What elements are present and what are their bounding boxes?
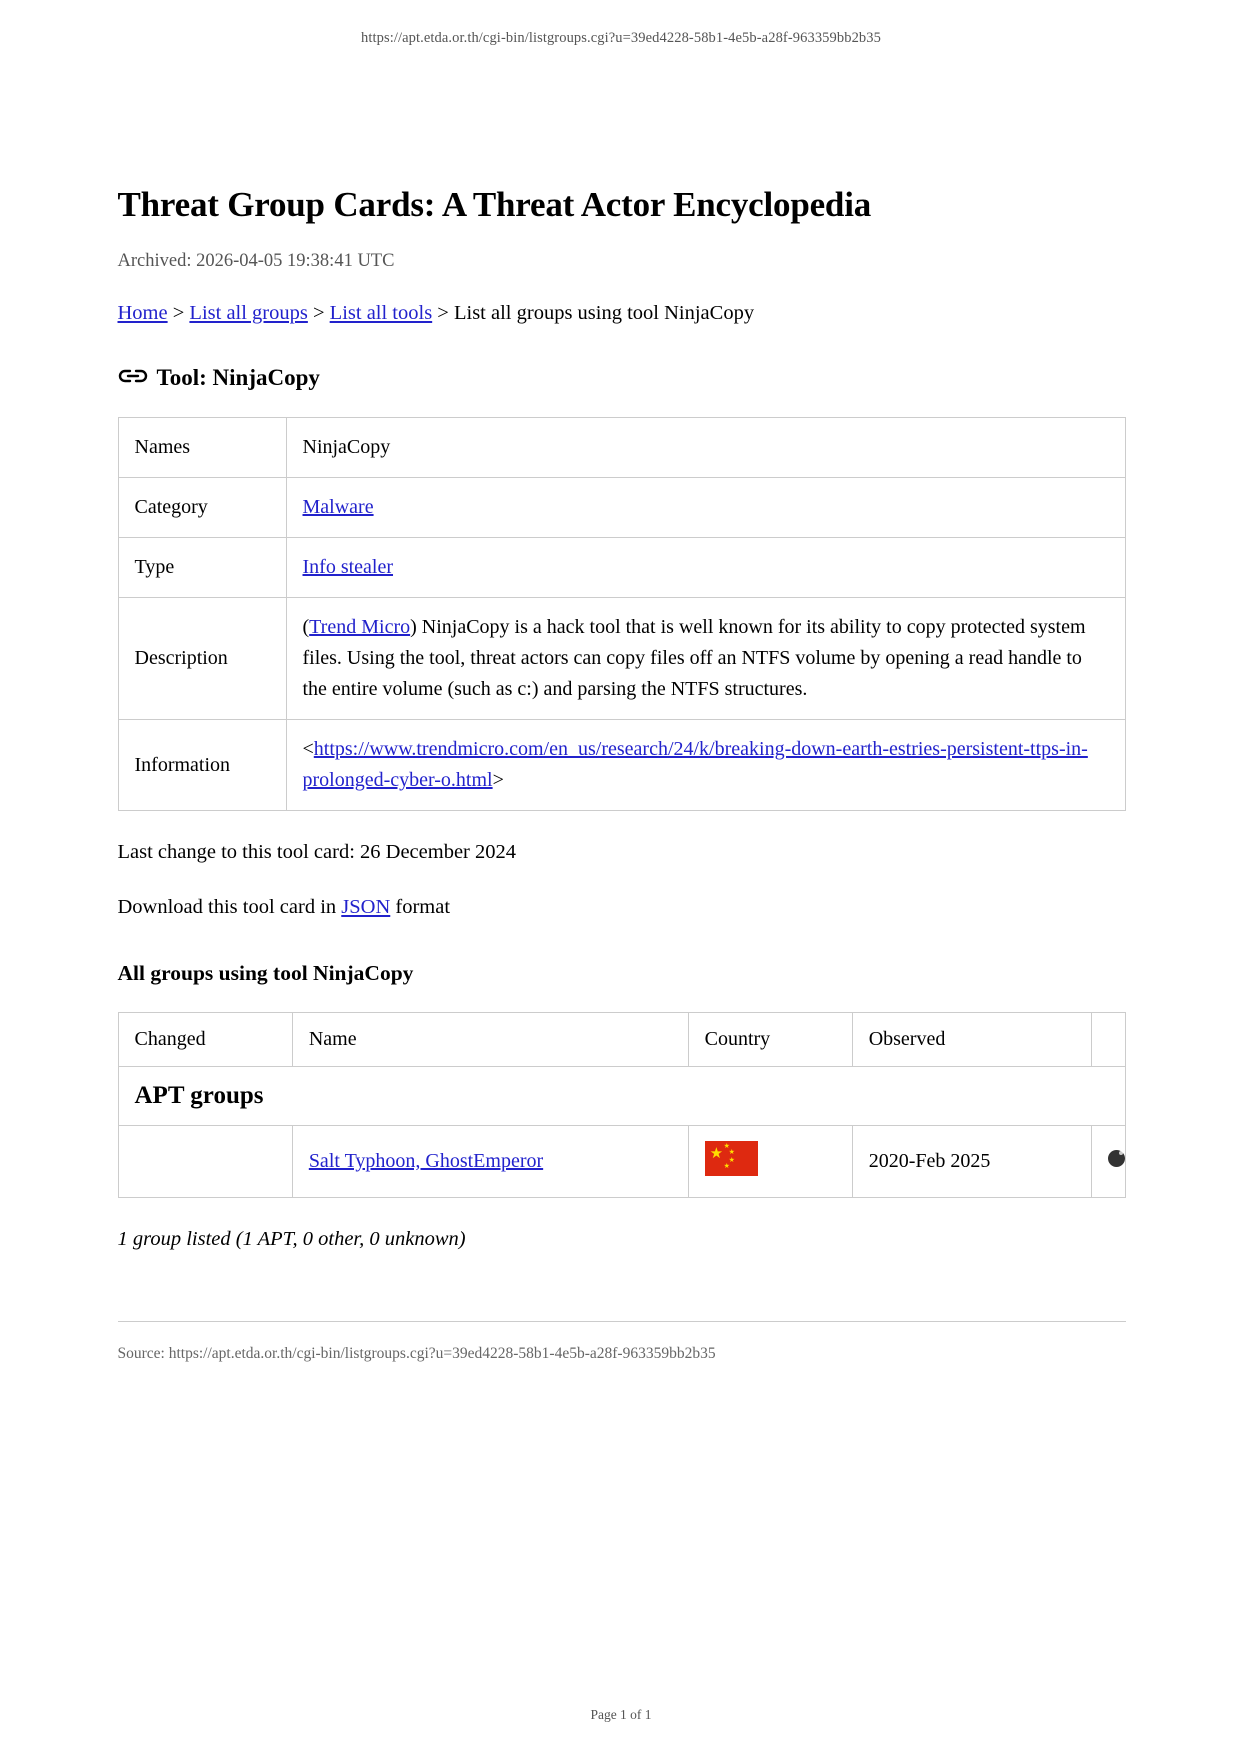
section-cell	[118, 1067, 1125, 1126]
flag-star-small-3: ★	[728, 1156, 735, 1164]
flag-star-small-4: ★	[723, 1162, 730, 1170]
information-value-cell	[286, 720, 1125, 811]
document-content	[117, 47, 1126, 1363]
information-open-bracket: <	[302, 738, 314, 760]
row-observed: 2020-Feb 2025	[852, 1126, 1091, 1198]
tool-heading-label: Tool: NinjaCopy	[156, 365, 320, 390]
groups-table	[118, 1012, 1126, 1198]
breadcrumb-separator-1: >	[167, 302, 190, 324]
breadcrumb-link-list-all-tools[interactable]: List all tools	[329, 302, 433, 324]
china-flag-icon	[705, 1141, 758, 1176]
row-marker-cell	[1091, 1126, 1125, 1198]
download-prefix: Download this tool card in	[117, 896, 342, 918]
category-link[interactable]: Malware	[302, 496, 374, 518]
row-changed	[118, 1126, 292, 1198]
table-row	[118, 1126, 1125, 1198]
category-value-cell	[286, 478, 1125, 538]
column-header-name: Name	[292, 1013, 688, 1067]
page-title: Threat Group Cards: A Threat Actor Encyclopedia	[117, 185, 872, 224]
table-row	[118, 478, 1125, 538]
group-link-salt-typhoon[interactable]: Salt Typhoon, GhostEmperor	[308, 1150, 544, 1172]
section-title-apt-groups: APT groups	[134, 1082, 264, 1109]
description-text: ) NinjaCopy is a hack tool that is well known for its ability to copy protected system files. Using the tool, threat actors can copy files off an NTFS volume by opening a read handle to the entire volume (such as c:) and parsing the NTFS structures.	[302, 616, 1086, 700]
breadcrumb-separator-2: >	[307, 302, 330, 324]
table-header-row	[118, 1013, 1125, 1067]
last-change-text: Last change to this tool card: 26 December 2024	[117, 841, 516, 863]
breadcrumb-current: List all groups using tool NinjaCopy	[453, 302, 755, 324]
table-row	[118, 598, 1125, 720]
table-row	[118, 538, 1125, 598]
table-row	[118, 418, 1125, 478]
category-label: Category	[118, 478, 286, 538]
description-prefix: (	[302, 616, 310, 638]
description-label: Description	[118, 598, 286, 720]
groups-summary: 1 group listed (1 APT, 0 other, 0 unknown)	[117, 1228, 466, 1250]
tool-card-table	[118, 417, 1126, 811]
type-link[interactable]: Info stealer	[302, 556, 394, 578]
names-label: Names	[118, 418, 286, 478]
names-value: NinjaCopy	[286, 418, 1125, 478]
page-number: Page 1 of 1	[590, 1707, 652, 1722]
groups-heading: All groups using tool NinjaCopy	[117, 961, 414, 985]
header-url: https://apt.etda.or.th/cgi-bin/listgroups.cgi?u=39ed4228-58b1-4e5b-a28f-963359bb2b35	[361, 30, 881, 46]
description-value-cell	[286, 598, 1125, 720]
row-name-cell	[292, 1126, 688, 1198]
archived-timestamp: Archived: 2026-04-05 19:38:41 UTC	[117, 251, 395, 271]
information-label: Information	[118, 720, 286, 811]
row-country-cell	[688, 1126, 852, 1198]
description-source-link[interactable]: Trend Micro	[309, 616, 411, 638]
information-link[interactable]: https://www.trendmicro.com/en_us/research/24/k/breaking-down-earth-estries-persistent-ttps-in-prolonged-cyber-o.html	[302, 738, 1088, 791]
column-header-marker	[1091, 1013, 1125, 1067]
bomb-icon	[1108, 1150, 1125, 1167]
column-header-observed: Observed	[852, 1013, 1091, 1067]
flag-star-small-2: ★	[728, 1148, 735, 1156]
download-line	[118, 896, 1126, 919]
footer-divider	[118, 1321, 1126, 1322]
information-close-bracket: >	[492, 769, 504, 791]
download-suffix: format	[390, 896, 451, 918]
breadcrumb	[118, 302, 1126, 325]
table-row	[118, 720, 1125, 811]
column-header-country: Country	[688, 1013, 852, 1067]
type-value-cell	[286, 538, 1125, 598]
table-section-row	[118, 1067, 1125, 1126]
type-label: Type	[118, 538, 286, 598]
breadcrumb-link-home[interactable]: Home	[117, 302, 168, 324]
flag-star-small-1: ★	[723, 1142, 730, 1150]
flag-star-large: ★	[709, 1146, 724, 1162]
column-header-changed: Changed	[118, 1013, 292, 1067]
breadcrumb-link-list-all-groups[interactable]: List all groups	[189, 302, 308, 324]
breadcrumb-separator-3: >	[432, 302, 454, 324]
tool-heading	[118, 365, 1126, 391]
link-icon	[118, 365, 148, 387]
download-json-link[interactable]: JSON	[341, 896, 391, 918]
footer-source: Source: https://apt.etda.or.th/cgi-bin/listgroups.cgi?u=39ed4228-58b1-4e5b-a28f-963359bb2b35	[117, 1345, 716, 1362]
